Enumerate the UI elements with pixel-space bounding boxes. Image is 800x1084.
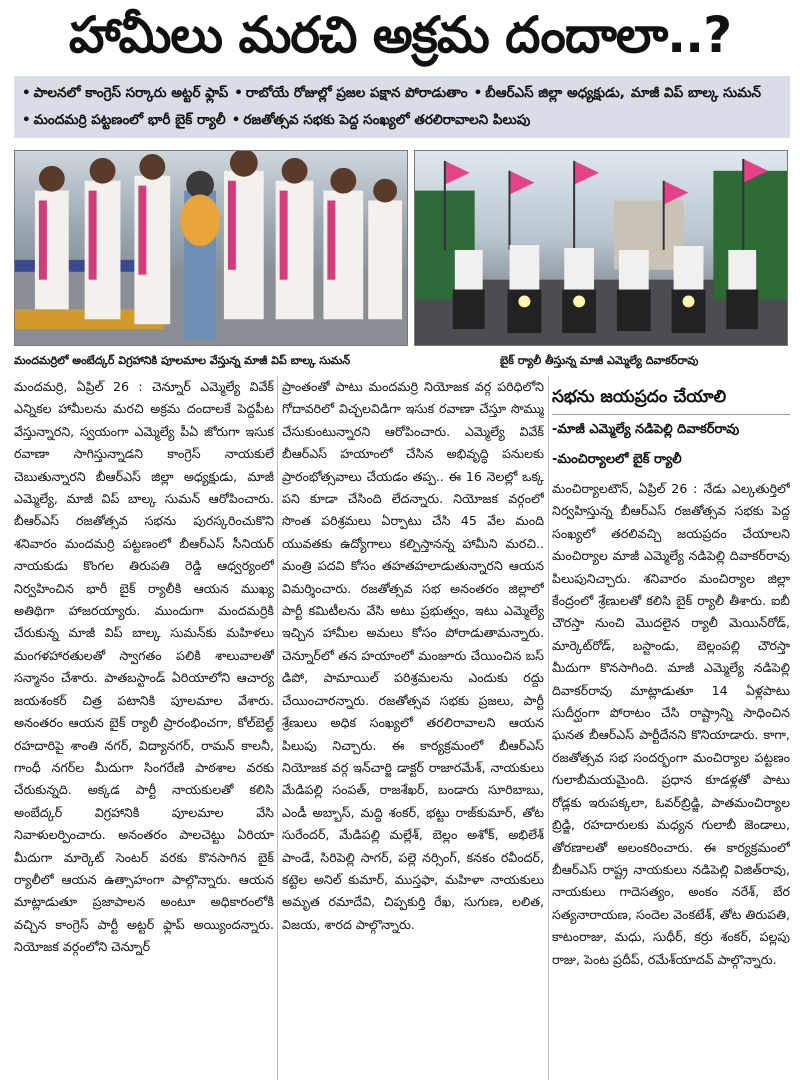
sidebar-divider bbox=[552, 414, 790, 415]
rally-photo-icon bbox=[415, 151, 787, 345]
sidebar-title: సభను జయప్రదం చేయాలి bbox=[552, 387, 727, 407]
bullet-icon: • bbox=[22, 112, 31, 128]
bullet-icon: • bbox=[22, 85, 31, 101]
sidebar-subtitle-1: -మాజీ ఎమ్మెల్యే నడిపెల్లి దివాకర్‌రావు bbox=[552, 422, 740, 437]
column-divider bbox=[548, 376, 549, 1080]
subhead-item: మాజీ విప్ బాల్క సుమన్ bbox=[630, 85, 761, 101]
bullet-icon: • bbox=[234, 85, 243, 101]
photo-ambedkar-tribute bbox=[14, 150, 408, 346]
subhead-item: • రజతోత్సవ సభకు పెద్ద సంఖ్యలో తరలిరావాలని పిలుపు bbox=[231, 112, 531, 128]
subhead-item: • బీఆర్ఎస్ జిల్లా అధ్యక్షుడు, bbox=[473, 85, 625, 101]
bullet-icon: • bbox=[473, 85, 483, 101]
article-column-2: ప్రాంతంతో పాటు మందమర్రి నియోజక వర్గ పరిధిలోని గోదావరిలో విచ్చలవిడిగా ఇసుక రవాణా చేస్తూ సొమ్ము చేసుకుంటున్నారని ఆరోపించారు. ఎమ్మెల్యే వివేక్ బీఆర్ఎస్ హయాంలో చేసిన అభివృద్ధి పనులకు ప్రారంభోత్సవాలు చేయడం తప్ప.. ఈ 16 నెలల్లో ఒక్క పని కూడా చేసింది లేదన్నారు. నియోజక వర్గంలో సొంత పరిశ్రమలు ఏర్పాటు చేసి 45 వేల మంది యువతకు ఉద్యోగాలు కల్పిస్తానన్న హామీని మరచి.. మంత్రి పదవి కోసం తహతహలాడుతున్నారని ఆయన విమర్శించారు. రజతోత్సవ సభ అనంతరం జిల్లాలో పార్టీ కమిటీలను వేసి అటు ప్రభుత్వం, ఇటు ఎమ్మెల్యే ఇచ్చిన హామీల అమలు కోసం పోరాడుతామన్నారు. చెన్నూర్‌లో తన హయాంలో మంజూరు చేయించిన బస్ డిపో, పామాయిల్ పరిశ్రమలను ఎందుకు రద్దు చేయించారన్నారు. రజతోత్సవ సభకు ప్రజలు, పార్టీ శ్రేణులు అధిక సంఖ్యలో తరలిరావాలని ఆయన పిలుపు నిచ్చారు. ఈ కార్యక్రమంలో బీఆర్ఎస్ నియోజక వర్గ ఇన్‌చార్జి డాక్టర్ రాజారమేశ్, నాయకులు మేడిపల్లి సంపత్, రాజశేఖర్, బండారు సూరిబాబు, ఎండీ అబ్బాస్, మద్ది శంకర్, భట్టు రాజ్‌కుమార్, తోట సురేందర్, మేడిపల్లి మల్లేశ్, బెల్లం అశోక్, అభిలేశ్ పాండే, సిరిపెల్లి సాగర్, పల్లె నర్సింగ్, కనకం రవీందర్, కట్టెల అనిల్ కుమార్, ముస్తఫా, మహిళా నాయకులు అమృత రమాదేవి, చిప్పకుర్తి రేఖ, సుగుణ, లలిత, విజయ, శారద పాల్గొన్నారు. bbox=[282, 379, 544, 932]
subhead-item: • పాలనలో కాంగ్రెస్ సర్కారు అట్టర్ ఫ్లాప్ bbox=[22, 85, 229, 101]
subhead-item: • మందమర్రి పట్టణంలో భారీ బైక్ ర్యాలీ bbox=[22, 112, 226, 128]
crowd-photo-icon bbox=[15, 151, 407, 345]
photo-caption-left: మందమర్రిలో అంబేద్కర్ విగ్రహానికి పూలమాల వేస్తున్న మాజీ విప్ బాల్క సుమన్ bbox=[14, 354, 351, 367]
subhead-item: • రాబోయే రోజుల్లో ప్రజల పక్షాన పోరాడుతాం bbox=[234, 85, 468, 101]
photo-caption-right: బైక్ ర్యాలీ తీస్తున్న మాజీ ఎమ్మెల్యే దివాకర్‌రావు bbox=[500, 354, 699, 367]
subheads-bar bbox=[14, 76, 790, 138]
sidebar-article-body: మంచిర్యాలటౌన్, ఏప్రిల్ 26 : నేడు ఎల్కతుర్తిలో నిర్వహిస్తున్న బీఆర్ఎస్ రజతోత్సవ సభకు పెద్ద సంఖ్యలో తరలివచ్చి జయప్రదం చేయాలని మంచిర్యాల మాజీ ఎమ్మెల్యే నడిపెల్లి దివాకర్‌రావు పిలుపునిచ్చారు. శనివారం మంచిర్యాల జిల్లా కేంద్రంలో శ్రేణులతో కలిసి బైక్ ర్యాలీ తీశారు. ఐబీ చౌరస్తా నుంచి మొదలైన ర్యాలీ మెయిన్‌రోడ్, మార్కెట్‌రోడ్, బస్టాండు, బెల్లంపల్లి చౌరస్తా మీదుగా కొనసాగింది. మాజీ ఎమ్మెల్యే నడిపెల్లి దివాకర్‌రావు మాట్లాడుతూ 14 ఏళ్లపాటు సుదీర్ఘంగా పోరాటం చేసి రాష్ట్రాన్ని సాధించిన ఘనత బీఆర్ఎస్ పార్టీదేనని కొనియాడారు. కాగా, రజతోత్సవ సభ సందర్భంగా మంచిర్యాల పట్టణం గులాబీమయమైంది. ప్రధాన కూడళ్లతో పాటు రోడ్లకు ఇరుపక్కలా, ఓవర్‌బ్రిడ్జి, పాతమంచిర్యాల బ్రిడ్జి, రహదారులకు మధ్యన గులాబీ జెండాలు, తోరణాలతో అలంకరించారు. ఈ కార్యక్రమంలో బీఆర్ఎస్ రాష్ట్ర నాయకులు నడిపెల్లి విజిత్‌రావు, నాయకులు గాదెసత్యం, అంకం నరేశ్, బేర సత్యనారాయణ, సందెల వెంకటేశ్, తోట తిరుపతి, కాటంరాజు, మధు, సుధీర్, కర్రు శంకర్, పల్లపు రాజు, పెంట ప్రదీప్, రమేశ్‌యాదవ్ పాల్గొన్నారు. bbox=[552, 481, 790, 967]
headline: హామీలు మరచి అక్రమ దందాలా..? bbox=[68, 6, 732, 64]
photo-bike-rally bbox=[414, 150, 788, 346]
sidebar-subtitle-2: -మంచిర్యాలలో బైక్ ర్యాలీ bbox=[552, 452, 682, 467]
bullet-icon: • bbox=[231, 112, 241, 128]
column-divider bbox=[277, 376, 278, 1080]
article-column-1: మందమర్రి, ఏప్రిల్ 26 : చెన్నూర్ ఎమ్మెల్యే వివేక్ ఎన్నికల హామీలను మరచి అక్రమ దందాలకే పెద్దపీట వేస్తున్నారని, స్వయంగా ఎమ్మెల్యే పీఏ జోరుగా ఇసుక రవాణా సాగిస్తున్నాడని కాంగ్రెస్ నాయకులే చెబుతున్నారని బీఆర్ఎస్ జిల్లా అధ్యక్షుడు, మాజీ ఎమ్మెల్యే, మాజీ విప్ బాల్క సుమన్ ఆరోపించారు. బీఆర్ఎస్ రజతోత్సవ సభను పురస్కరించుకొని శనివారం మందమర్రి పట్టణంలో బీఆర్ఎస్ సీనియర్ నాయకుడు కొంగల తిరుపతి రెడ్డి ఆధ్వర్యంలో నిర్వహించిన భారీ బైక్ ర్యాలీకి ఆయన ముఖ్య అతిథిగా హాజరయ్యారు. ముందుగా మందమర్రికి చేరుకున్న మాజీ విప్ బాల్క సుమన్‌కు మహిళలు మంగళహారతులతో స్వాగతం పలికి శాలువాలతో సన్మానం చేశారు. పాతబస్టాండ్ ఏరియాలోని ఆచార్య జయశంకర్ చిత్ర పటానికి పూలమాల వేశారు. అనంతరం ఆయన బైక్ ర్యాలీ ప్రారంభించగా, కోల్‌బెల్ట్ రహదారిపై శాంతి నగర్, విద్యానగర్, రామన్ కాలనీ, గాంధీ నగర్‌ల మీదుగా సింగరేణి పాఠశాల వరకు చేరుకున్నది. అక్కడ పార్టీ నాయకులతో కలిసి అంబేద్కర్ విగ్రహానికి పూలమాల వేసి నివాళులర్పించారు. అనంతరం పాలచెట్టు ఏరియా మీదుగా మార్కెట్ సెంటర్ వరకు కొనసాగిన బైక్ ర్యాలీలో ఆయన ఉత్సాహంగా పాల్గొన్నారు. ఆయన మాట్లాడుతూ ప్రజాపాలన అంటూ అధికారంలోకి వచ్చిన కాంగ్రెస్ పార్టీ అట్టర్ ఫ్లాప్ అయ్యిందన్నారు. నియోజక వర్గంలోని చెన్నూర్ bbox=[14, 379, 274, 955]
